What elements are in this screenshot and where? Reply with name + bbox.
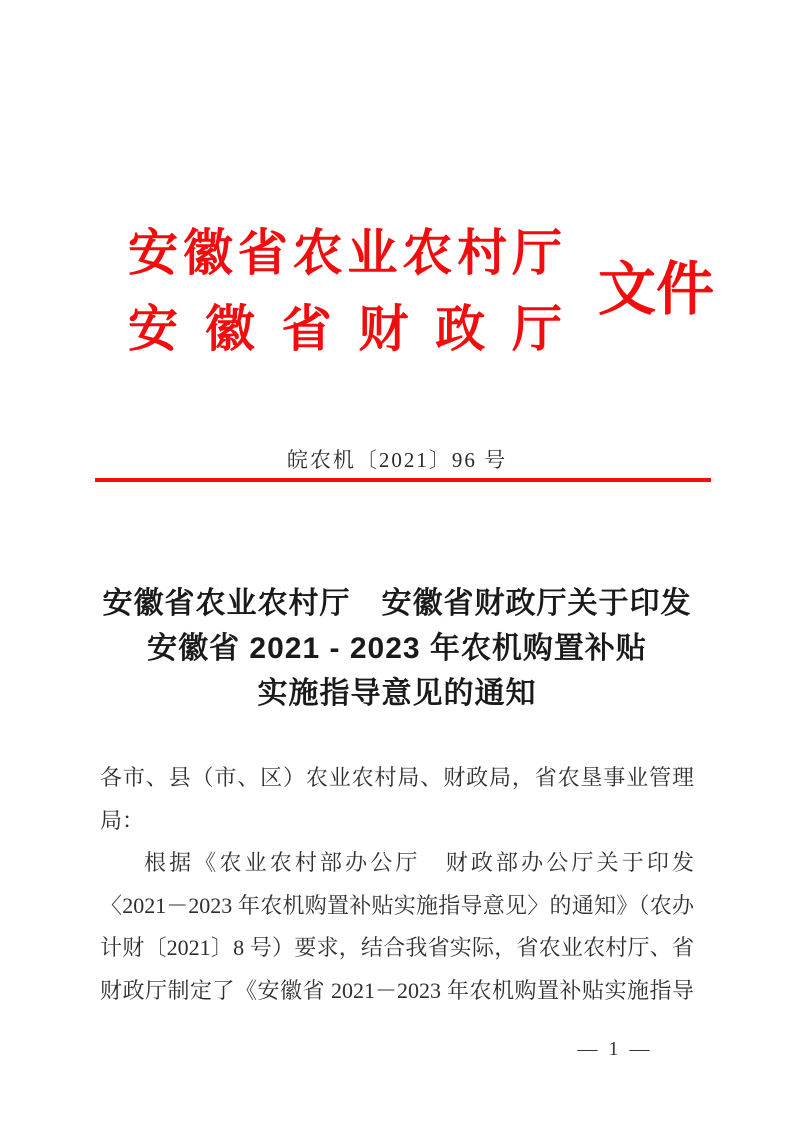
body-line: 各市、县（市、区）农业农村局、财政局，省农垦事业管理: [100, 765, 694, 790]
doc-type-label: 文件: [598, 257, 715, 322]
letterhead: [128, 215, 714, 367]
doc-number: 皖农机〔2021〕96 号: [286, 448, 508, 472]
issuing-org-names: [128, 215, 562, 367]
body-line: 根据《农业农村部办公厅 财政部办公厅关于印发: [144, 850, 694, 875]
red-separator-line: [95, 478, 711, 482]
org-name-line2: 安徽省财政厅: [128, 301, 562, 357]
body-line: 财政厅制定了《安徽省 2021－2023 年农机购置补贴实施指导: [100, 977, 694, 1003]
title-line1: 安徽省农业农村厅 安徽省财政厅关于印发: [102, 587, 692, 620]
body-line: 〈2021－2023 年农机购置补贴实施指导意见〉的通知》（农办: [100, 892, 694, 918]
document-title: [0, 581, 794, 716]
org-name-line1: 安徽省农业农村厅: [128, 225, 562, 281]
page-number: — 1 —: [577, 1038, 653, 1060]
body-line: 计财〔2021〕8 号）要求，结合我省实际，省农业农村厅、省: [100, 935, 694, 960]
body-text: [100, 757, 694, 1012]
title-line3: 实施指导意见的通知: [257, 677, 537, 710]
title-line2: 安徽省 2021 - 2023 年农机购置补贴: [147, 632, 647, 665]
body-line: 局：: [100, 807, 145, 833]
